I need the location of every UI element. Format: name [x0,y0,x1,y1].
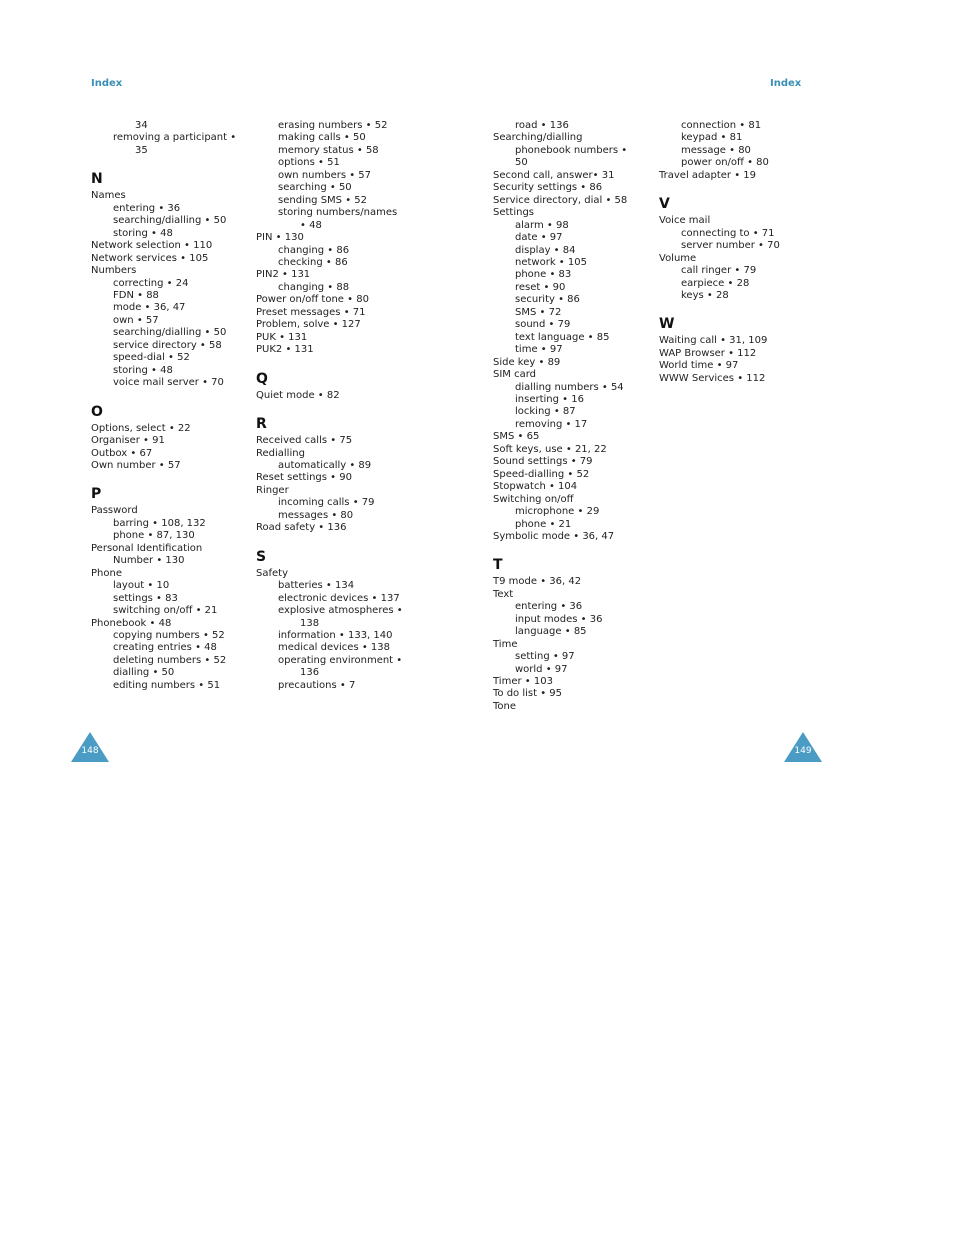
index-entry: service directory • 58 [113,339,222,351]
index-entry: medical devices • 138 [278,642,391,654]
index-entry: Security settings • 86 [493,182,603,194]
index-entry: earpiece • 28 [681,277,750,289]
index-entry: layout • 10 [113,580,170,592]
index-entry: security • 86 [515,294,580,306]
index-entry: • 48 [300,219,322,231]
index-entry: speed-dial • 52 [113,352,190,364]
index-entry: Switching on/off [493,493,574,505]
index-entry: Password [91,505,138,517]
index-entry: connection • 81 [681,120,762,131]
index-entry: searching/dialling • 50 [113,327,227,339]
page-number-badge-right [784,732,822,762]
index-entry: Power on/off tone • 80 [256,294,369,306]
index-entry: options • 51 [278,157,340,169]
index-entry: PIN2 • 131 [256,269,311,281]
index-column-3 [493,120,627,713]
index-entry: dialling • 50 [113,667,175,679]
index-entry: correcting • 24 [113,277,189,289]
index-entry: Travel adapter • 19 [659,169,757,181]
index-entry: own numbers • 57 [278,169,372,181]
index-entry: Soft keys, use • 21, 22 [493,443,607,455]
index-entry: WWW Services • 112 [659,372,766,384]
index-entry: To do list • 95 [493,688,563,700]
index-entry: Outbox • 67 [91,447,153,459]
index-entry: phonebook numbers • [515,144,628,156]
index-entry: incoming calls • 79 [278,497,375,509]
index-entry: phone • 83 [515,269,572,281]
index-entry: Tone [493,700,517,712]
index-entry: Preset messages • 71 [256,306,366,318]
index-entry: text language • 85 [515,331,610,343]
index-entry: 34 [135,120,148,131]
index-entry: operating environment • [278,654,403,666]
index-entry: locking • 87 [515,406,576,418]
page-number-right: 149 [794,746,812,756]
index-entry: language • 85 [515,626,587,638]
index-section-letter: W [659,316,675,333]
index-entry: network • 105 [515,256,587,268]
index-column-4 [659,120,780,385]
index-section-letter: V [659,196,670,213]
index-entry: removing a participant • [113,132,237,144]
index-entry: PIN • 130 [256,232,304,244]
index-entry: barring • 108, 132 [113,517,206,529]
index-entry: deleting numbers • 52 [113,654,227,666]
index-entry: SMS • 72 [515,306,562,318]
index-entry: Quiet mode • 82 [256,389,340,401]
index-entry: Network services • 105 [91,252,209,264]
index-entry: searching • 50 [278,182,352,194]
index-entry: PUK2 • 131 [256,344,314,356]
index-section-letter: R [256,416,267,433]
index-entry: storing numbers/names [278,207,398,219]
index-entry: Road safety • 136 [256,522,347,534]
index-entry: Speed-dialling • 52 [493,468,590,480]
index-section-letter: Q [256,370,268,387]
index-column-1 [91,120,236,692]
page-header-left: Index [91,78,123,89]
index-entry: Organiser • 91 [91,435,165,447]
index-entry: storing • 48 [113,227,173,239]
index-entry: setting • 97 [515,651,575,663]
index-entry: sending SMS • 52 [278,194,367,206]
index-entry: storing • 48 [113,364,173,376]
index-entry: Phonebook • 48 [91,617,172,629]
index-entry: creating entries • 48 [113,642,217,654]
index-entry: messages • 80 [278,509,354,521]
index-entry: road • 136 [515,120,569,131]
index-entry: Number • 130 [113,555,185,567]
index-entry: Names [91,190,126,202]
index-entry: reset • 90 [515,281,566,293]
index-entry: entering • 36 [113,202,181,214]
index-entry: memory status • 58 [278,144,379,156]
index-entry: T9 mode • 36, 42 [493,576,582,588]
index-entry: erasing numbers • 52 [278,120,388,131]
index-entry: World time • 97 [659,360,739,372]
index-entry: SIM card [493,369,537,381]
index-entry: Numbers [91,265,137,277]
index-section-letter: N [91,171,103,188]
index-entry: Side key • 89 [493,356,561,368]
index-entry: batteries • 134 [278,580,355,592]
index-entry: electronic devices • 137 [278,592,400,604]
index-entry: Searching/dialling [493,132,583,144]
index-entry: alarm • 98 [515,219,569,231]
index-entry: explosive atmospheres • [278,605,403,617]
index-entry: settings • 83 [113,592,178,604]
index-entry: Service directory, dial • 58 [493,194,628,206]
index-entry: keys • 28 [681,289,729,301]
index-section-letter: O [91,403,103,420]
index-entry: date • 97 [515,232,563,244]
index-entry: searching/dialling • 50 [113,215,227,227]
index-entry: Personal Identification [91,542,203,554]
index-entry: 50 [515,157,528,169]
index-entry: sound • 79 [515,319,571,331]
index-entry: Ringer [256,484,289,496]
index-entry: information • 133, 140 [278,629,393,641]
index-entry: Safety [256,567,288,579]
index-entry: Time [493,638,518,650]
index-entry: Second call, answer• 31 [493,169,615,181]
index-entry: time • 97 [515,344,563,356]
index-entry: checking • 86 [278,256,348,268]
index-entry: Text [493,588,514,600]
index-entry: Network selection • 110 [91,240,213,252]
index-entry: connecting to • 71 [681,227,775,239]
index-entry: removing • 17 [515,418,588,430]
index-section-letter: P [91,486,102,503]
index-entry: WAP Browser • 112 [659,347,757,359]
index-entry: Options, select • 22 [91,422,191,434]
index-entry: Sound settings • 79 [493,456,593,468]
index-entry: 136 [300,667,320,679]
index-entry: FDN • 88 [113,289,159,301]
index-entry: phone • 87, 130 [113,530,195,542]
index-entry: Waiting call • 31, 109 [659,335,768,347]
index-entry: making calls • 50 [278,132,366,144]
index-entry: copying numbers • 52 [113,629,225,641]
index-entry: Stopwatch • 104 [493,481,578,493]
index-entry: server number • 70 [681,240,780,252]
index-entry: Settings [493,207,535,219]
index-entry: own • 57 [113,314,159,326]
index-entry: 138 [300,617,320,629]
index-entry: automatically • 89 [278,459,372,471]
index-entry: voice mail server • 70 [113,377,224,389]
index-entry: message • 80 [681,144,751,156]
index-entry: power on/off • 80 [681,157,769,169]
index-entry: Voice mail [659,215,711,227]
index-entry: display • 84 [515,244,576,256]
page-number-left: 148 [81,746,99,756]
index-entry: switching on/off • 21 [113,605,218,617]
index-section-letter: T [493,557,503,574]
index-entry: precautions • 7 [278,679,356,691]
index-section-letter: S [256,548,267,565]
page-number-badge-left [71,732,109,762]
index-entry: keypad • 81 [681,132,743,144]
index-entry: Phone [91,567,122,579]
index-entry: Problem, solve • 127 [256,319,361,331]
index-entry: phone • 21 [515,518,572,530]
index-entry: Received calls • 75 [256,435,353,447]
index-entry: 35 [135,144,148,156]
index-entry: input modes • 36 [515,613,603,625]
index-entry: SMS • 65 [493,431,540,443]
index-entry: changing • 88 [278,281,350,293]
index-entry: Own number • 57 [91,459,181,471]
index-column-2 [256,120,403,692]
index-entry: mode • 36, 47 [113,302,186,314]
index-entry: Volume [659,252,697,264]
index-entry: editing numbers • 51 [113,679,221,691]
index-entry: call ringer • 79 [681,265,757,277]
index-entry: Timer • 103 [493,676,553,688]
index-entry: inserting • 16 [515,393,584,405]
index-entry: world • 97 [515,663,568,675]
page-header-right: Index [770,78,802,89]
index-entry: changing • 86 [278,244,350,256]
index-entry: entering • 36 [515,601,583,613]
index-entry: microphone • 29 [515,506,600,518]
index-entry: dialling numbers • 54 [515,381,624,393]
index-entry: Redialling [256,447,305,459]
index-entry: Symbolic mode • 36, 47 [493,530,615,542]
index-entry: PUK • 131 [256,331,308,343]
index-entry: Reset settings • 90 [256,472,352,484]
